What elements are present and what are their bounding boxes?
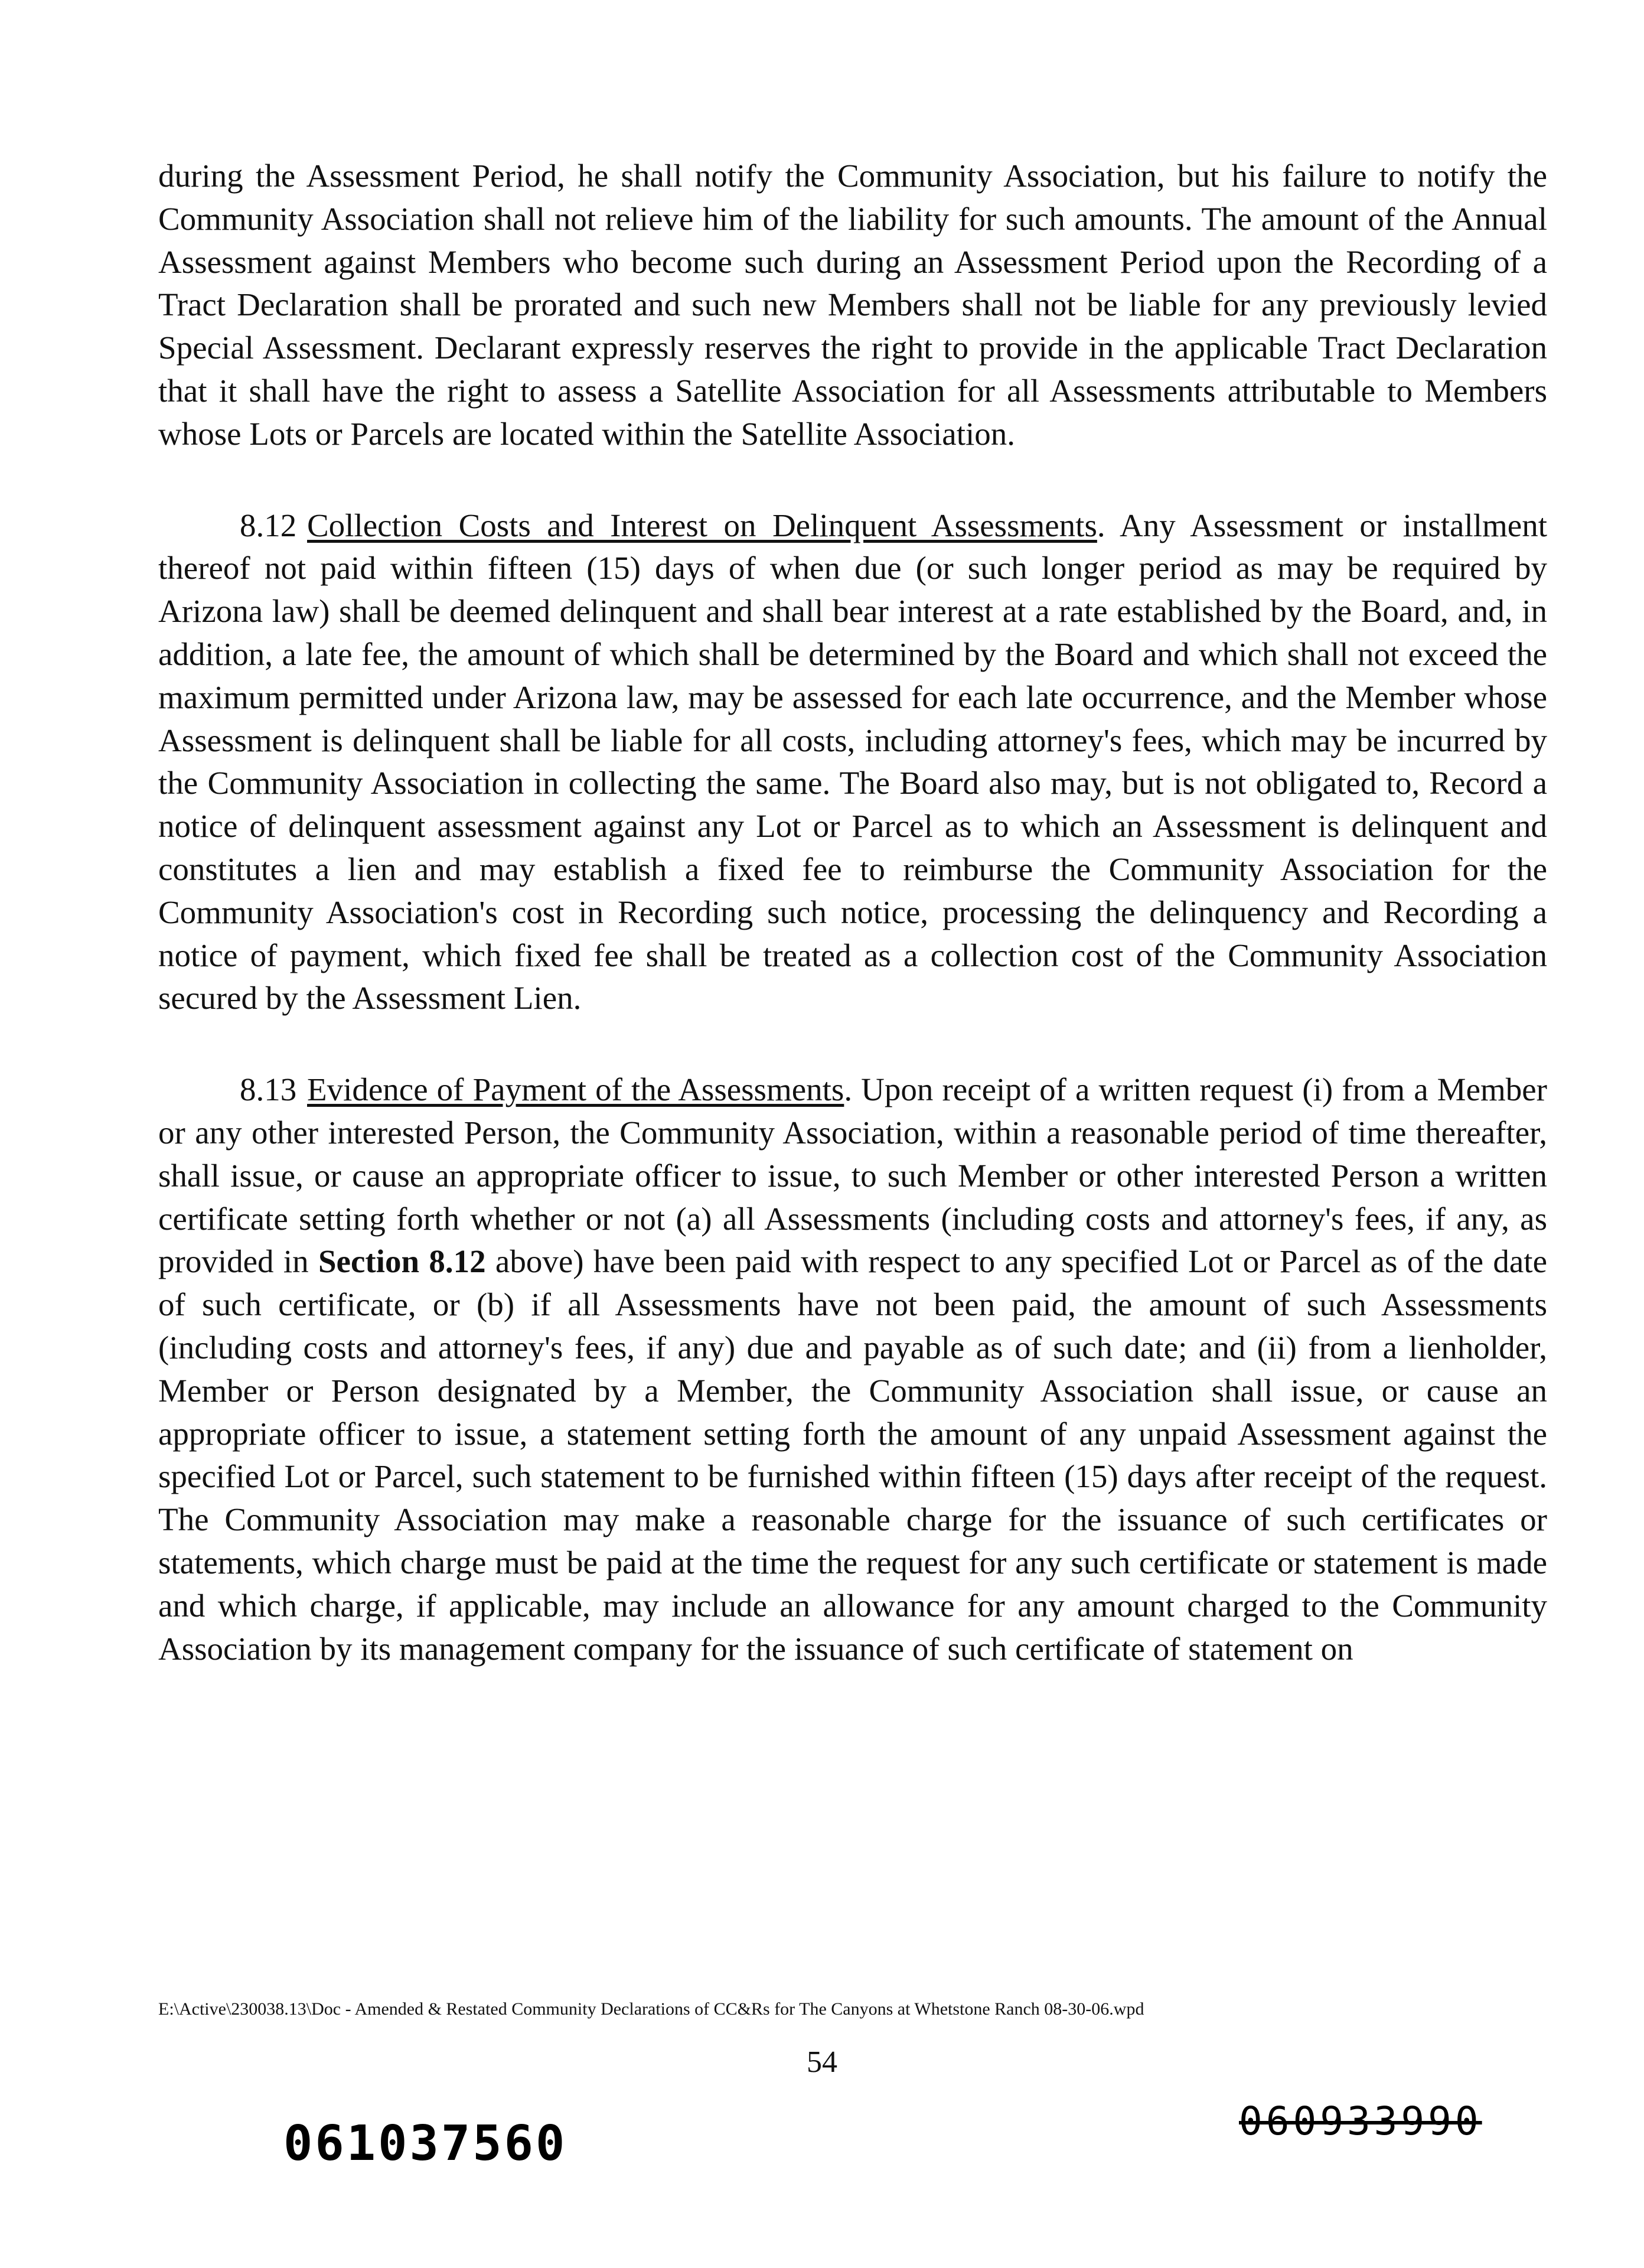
- section-text: . Any Assessment or installment thereof not paid within fifteen (15) days of when due (or such longer period as may be required by Arizona law) shall be deemed delinquent and shall bear interest at a rate established by the Board, and, in addition, a late fee, the amount of which shall be determined by the Board and which shall not exceed the maximum permitted under Arizona law, may be assessed for each late occurrence, and the Member whose Assessment is delinquent shall be liable for all costs, including attorney's fees, which may be incurred by the Community Association in collecting the same. The Board also may, but is not obligated to, Record a notice of delinquent assessment against any Lot or Parcel as to which an Assessment is delinquent and constitutes a lien and may establish a fixed fee to reimburse the Community Association for the Community Association's cost in Recording such notice, processing the delinquency and Recording a notice of payment, which fixed fee shall be treated as a collection cost of the Community Association secured by the Assessment Lien.: [158, 507, 1547, 1016]
- section-text: . Upon receipt of a written request (i) from a Member or any other interested Person, the Community Association, within a reasonable period of time thereafter, shall issue, or cause an appropriate officer to issue, to such Member or other interested Person a written certificate setting forth whether or not (a) all Assessments (including costs and attorney's fees, if any, as provided in: [158, 1071, 1547, 1280]
- section-reference: Section 8.12: [318, 1243, 486, 1280]
- section-number: 8.12: [240, 507, 297, 543]
- section-8-12: [158, 504, 1547, 1021]
- section-text-continued: above) have been paid with respect to any specified Lot or Parcel as of the date of such certificate, or (b) if all Assessments have not been paid, the amount of such Assessments (including costs and attorney's fees, if any) due and payable as of such date; and (ii) from a lienholder, Member or Person designated by a Member, the Community Association shall issue, or cause an appropriate officer to issue, a statement setting forth the amount of any unpaid Assessment against the specified Lot or Parcel, such statement to be furnished within fifteen (15) days after receipt of the request. The Community Association may make a reasonable charge for the issuance of such certificates or statements, which charge must be paid at the time the request for any such certificate or statement is made and which charge, if applicable, may include an allowance for any amount charged to the Community Association by its management company for the issuance of such certificate of statement on: [158, 1243, 1547, 1667]
- page-number: 54: [807, 2045, 837, 2079]
- section-heading: Evidence of Payment of the Assessments: [307, 1071, 844, 1108]
- paragraph-continuation: [158, 155, 1547, 456]
- section-heading: Collection Costs and Interest on Delinquent Assessments: [307, 507, 1097, 543]
- document-body: [158, 155, 1547, 1670]
- recording-number-stamp: 061037560: [283, 2116, 567, 2172]
- struck-recording-number: 060933990: [1239, 2098, 1482, 2144]
- footer-file-path: E:\Active\230038.13\Doc - Amended & Restated Community Declarations of CC&Rs for The Canyons at Whetstone Ranch 08-30-06.wpd: [158, 1999, 1144, 2019]
- section-number: 8.13: [240, 1071, 297, 1108]
- section-8-13: [158, 1068, 1547, 1670]
- paragraph-text: during the Assessment Period, he shall notify the Community Association, but his failure to notify the Community Association shall not relieve him of the liability for such amounts. The amount of the Annual Assessment against Members who become such during an Assessment Period upon the Recording of a Tract Declaration shall be prorated and such new Members shall not be liable for any previously levied Special Assessment. Declarant expressly reserves the right to provide in the applicable Tract Declaration that it shall have the right to assess a Satellite Association for all Assessments attributable to Members whose Lots or Parcels are located within the Satellite Association.: [158, 158, 1547, 452]
